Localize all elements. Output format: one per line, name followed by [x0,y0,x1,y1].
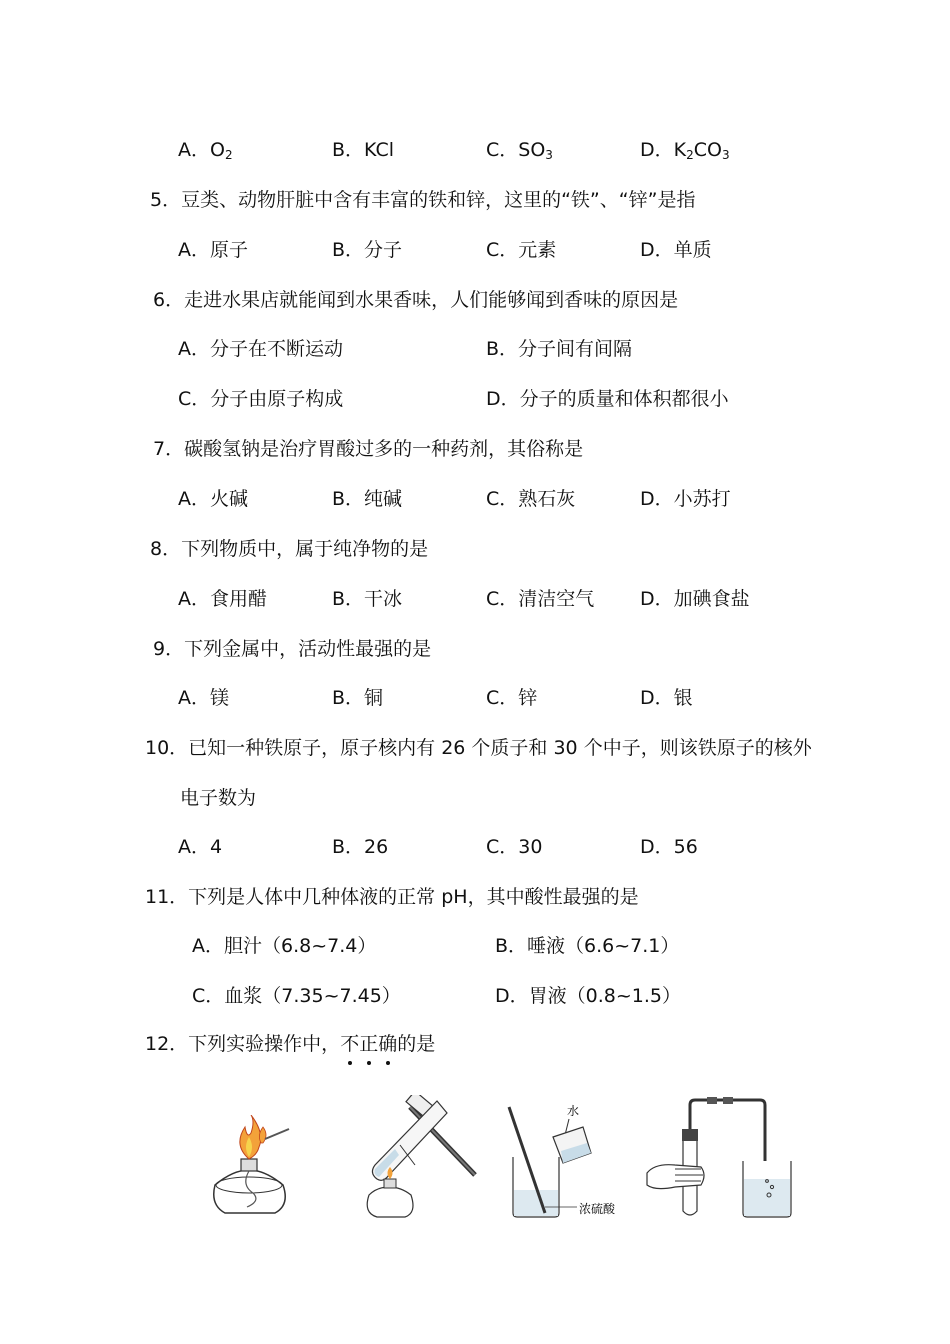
q11-option-b: B．唾液（6.6~7.1） [495,935,680,957]
q11-option-c: C．血浆（7.35~7.45） [192,985,401,1007]
q9-stem: 9．下列金属中，活动性最强的是 [153,638,432,660]
q5-stem: 5．豆类、动物肝脏中含有丰富的铁和锌，这里的“铁”、“锌”是指 [150,189,696,211]
emphasis-char: 确 [378,1033,397,1055]
q11-option-d: D．胃液（0.8~1.5） [495,985,681,1007]
q12-stem: 12．下列实验操作中，不 正 确 的是 [145,1032,435,1056]
diluting-acid-figure [505,1095,630,1225]
q8-option-d: D．加碘食盐 [640,588,750,610]
q5-option-b: B．分子 [332,239,403,261]
q10-stem-line2: 电子数为 [180,787,257,809]
emphasis-char: 不 [340,1033,359,1055]
q10-stem-line1: 10．已知一种铁原子，原子核内有 26 个质子和 30 个中子，则该铁原子的核外 [145,737,812,759]
q10-option-d: D．56 [640,836,698,858]
q7-stem: 7．碳酸氢钠是治疗胃酸过多的一种药剂，其俗称是 [153,438,584,460]
q7-option-d: D．小苏打 [640,488,731,510]
emphasis-char: 正 [359,1033,378,1055]
q9-option-a: A．镁 [178,687,229,709]
q10-option-a: A．4 [178,836,223,858]
q7-option-b: B．纯碱 [332,488,403,510]
q5-option-d: D．单质 [640,239,712,261]
heating-test-tube-figure [355,1095,480,1225]
q8-option-b: B．干冰 [332,588,403,610]
alcohol-lamp-lighting-figure [205,1115,300,1225]
q6-stem: 6．走进水果店就能闻到水果香味，人们能够闻到香味的原因是 [153,289,679,311]
q9-option-c: C．锌 [486,687,538,709]
q8-option-c: C．清洁空气 [486,588,595,610]
airtightness-check-figure [645,1095,795,1225]
q7-option-c: C．熟石灰 [486,488,576,510]
q4-option-c: C．$SO_3$ [486,139,553,162]
q6-option-b: B．分子间有间隔 [486,338,633,360]
q9-option-b: B．铜 [332,687,384,709]
q4-option-a: A．$O_2$ [178,139,233,162]
q8-option-a: A．食用醋 [178,588,267,610]
q8-stem: 8．下列物质中，属于纯净物的是 [150,538,429,560]
q6-option-a: A．分子在不断运动 [178,338,343,360]
q4-option-b: B．KCl [332,139,395,161]
q11-stem: 11．下列是人体中几种体液的正常 pH，其中酸性最强的是 [145,886,639,908]
q10-option-b: B．26 [332,836,389,858]
q5-option-c: C．元素 [486,239,557,261]
q6-option-c: C．分子由原子构成 [178,388,344,410]
q9-option-d: D．银 [640,687,693,709]
q7-option-a: A．火碱 [178,488,248,510]
q4-option-d: D．$K_2CO_3$ [640,139,730,162]
figure-label-acid: 浓硫酸 [579,1202,616,1216]
q5-option-a: A．原子 [178,239,248,261]
q6-option-d: D．分子的质量和体积都很小 [486,388,729,410]
q11-option-a: A．胆汁（6.8~7.4） [192,935,377,957]
q10-option-c: C．30 [486,836,543,858]
figure-label-water: 水 [567,1104,580,1118]
